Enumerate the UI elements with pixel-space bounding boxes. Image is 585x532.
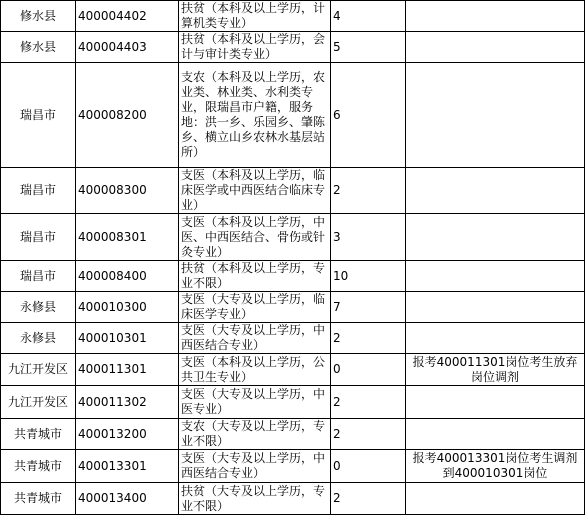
table-row — [1, 168, 585, 214]
table-row — [1, 450, 585, 483]
region-cell: 共青城市 — [1, 419, 76, 450]
position-code-cell: 400013400 — [76, 483, 179, 515]
position-code-cell: 400010300 — [76, 292, 179, 323]
count-cell: 6 — [331, 63, 406, 168]
requirement-cell: 支医（本科及以上学历，公共卫生专业） — [179, 354, 331, 386]
table-row — [1, 419, 585, 450]
note-cell — [406, 292, 585, 323]
table-body — [1, 1, 585, 515]
region-cell: 永修县 — [1, 292, 76, 323]
note-cell: 报考400013301岗位考生调剂到400010301岗位 — [406, 450, 585, 483]
region-cell: 九江开发区 — [1, 386, 76, 419]
count-cell: 7 — [331, 292, 406, 323]
table-row — [1, 32, 585, 63]
table-row — [1, 63, 585, 168]
count-cell: 3 — [331, 214, 406, 261]
position-code-cell: 400004402 — [76, 1, 179, 32]
count-cell: 4 — [331, 1, 406, 32]
table-row — [1, 292, 585, 323]
region-cell: 瑞昌市 — [1, 214, 76, 261]
table-row — [1, 1, 585, 32]
table-row — [1, 386, 585, 419]
region-cell: 瑞昌市 — [1, 261, 76, 292]
count-cell: 5 — [331, 32, 406, 63]
note-cell — [406, 32, 585, 63]
region-cell: 永修县 — [1, 323, 76, 354]
requirement-cell: 支医（大专及以上学历，中西医结合专业） — [179, 323, 331, 354]
position-code-cell: 400011302 — [76, 386, 179, 419]
requirement-cell: 支农（本科及以上学历，农业类、林业类、水利类专业，限瑞昌市户籍，服务地：洪一乡、乐园乡、肇陈乡、横立山乡农林水基层站所） — [179, 63, 331, 168]
requirement-cell: 扶贫（本科及以上学历，会计与审计类专业） — [179, 32, 331, 63]
table-row — [1, 323, 585, 354]
requirement-cell: 支农（大专及以上学历，专业不限） — [179, 419, 331, 450]
note-cell — [406, 261, 585, 292]
position-code-cell: 400008301 — [76, 214, 179, 261]
note-cell — [406, 168, 585, 214]
table-row — [1, 261, 585, 292]
position-code-cell: 400011301 — [76, 354, 179, 386]
position-code-cell: 400008200 — [76, 63, 179, 168]
position-code-cell: 400010301 — [76, 323, 179, 354]
table-row — [1, 214, 585, 261]
requirement-cell: 支医（大专及以上学历，中医专业） — [179, 386, 331, 419]
count-cell: 10 — [331, 261, 406, 292]
region-cell: 修水县 — [1, 1, 76, 32]
region-cell: 共青城市 — [1, 483, 76, 515]
count-cell: 2 — [331, 168, 406, 214]
count-cell: 2 — [331, 483, 406, 515]
note-cell: 报考400011301岗位考生放弃岗位调剂 — [406, 354, 585, 386]
note-cell — [406, 323, 585, 354]
region-cell: 瑞昌市 — [1, 168, 76, 214]
requirement-cell: 支医（大专及以上学历，中西医结合专业） — [179, 450, 331, 483]
requirement-cell: 扶贫（大专及以上学历，专业不限） — [179, 483, 331, 515]
table-row — [1, 354, 585, 386]
position-code-cell: 400013301 — [76, 450, 179, 483]
note-cell — [406, 386, 585, 419]
requirement-cell: 扶贫（本科及以上学历，计算机类专业） — [179, 1, 331, 32]
region-cell: 九江开发区 — [1, 354, 76, 386]
count-cell: 2 — [331, 386, 406, 419]
note-cell — [406, 483, 585, 515]
position-code-cell: 400013200 — [76, 419, 179, 450]
note-cell — [406, 1, 585, 32]
table-row — [1, 483, 585, 515]
count-cell: 2 — [331, 419, 406, 450]
region-cell: 瑞昌市 — [1, 63, 76, 168]
requirement-cell: 支医（本科及以上学历，临床医学或中西医结合临床专业） — [179, 168, 331, 214]
requirement-cell: 支医（本科及以上学历，中医、中西医结合、骨伤或针灸专业） — [179, 214, 331, 261]
position-code-cell: 400004403 — [76, 32, 179, 63]
count-cell: 0 — [331, 450, 406, 483]
count-cell: 0 — [331, 354, 406, 386]
note-cell — [406, 63, 585, 168]
position-code-cell: 400008300 — [76, 168, 179, 214]
requirement-cell: 扶贫（本科及以上学历，专业不限） — [179, 261, 331, 292]
requirement-cell: 支医（大专及以上学历，临床医学专业） — [179, 292, 331, 323]
count-cell: 2 — [331, 323, 406, 354]
note-cell — [406, 214, 585, 261]
region-cell: 修水县 — [1, 32, 76, 63]
note-cell — [406, 419, 585, 450]
position-code-cell: 400008400 — [76, 261, 179, 292]
region-cell: 共青城市 — [1, 450, 76, 483]
